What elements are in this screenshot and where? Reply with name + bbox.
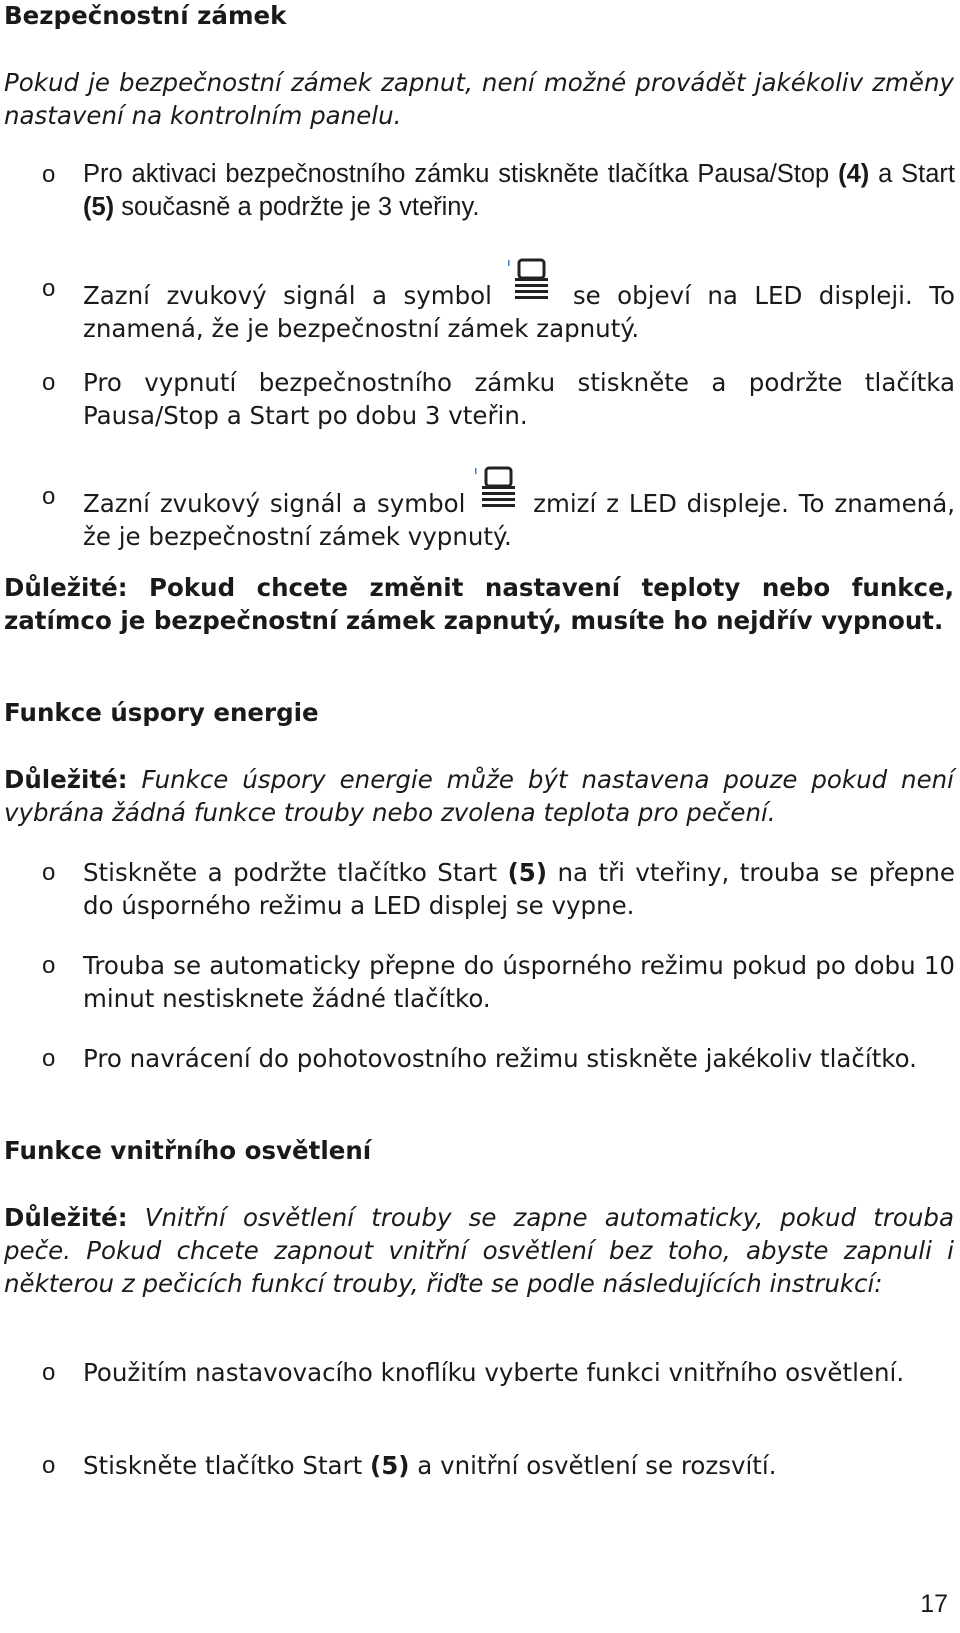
bullet-marker: o <box>42 483 56 510</box>
light-item-select: Použitím nastavovacího knoflíku vyberte funkci vnitřního osvětlení. <box>83 1358 905 1387</box>
lock-icon <box>508 272 556 308</box>
security-important-note: Důležité: Pokud chcete změnit nastavení teploty nebo funkce, zatímco je bezpečnostní zámek zapnutý, musíte ho nejdřív vypnout. <box>4 573 954 635</box>
bullet-marker: o <box>42 161 56 188</box>
security-item-activate: Pro aktivaci bezpečnostního zámku stiskněte tlačítka Pausa/Stop (4) a Start (5) současně a podržte je 3 vteřiny. <box>83 160 955 221</box>
lock-icon <box>475 480 523 516</box>
security-item-deactivate: Pro vypnutí bezpečnostního zámku stiskněte a podržte tlačítka Pausa/Stop a Start po dobu 3 vteřin. <box>83 368 955 430</box>
bullet-marker: o <box>42 859 56 886</box>
security-lock-intro: Pokud je bezpečnostní zámek zapnut, není možné provádět jakékoliv změny nastavení na kontrolním panelu. <box>4 68 954 130</box>
energy-important-note: Důležité: Funkce úspory energie může být nastavena pouze pokud není vybrána žádná funkce trouby nebo zvolena teplota pro pečení. <box>4 765 954 827</box>
energy-item-start: Stiskněte a podržte tlačítko Start (5) na tři vteřiny, trouba se přepne do úsporného režimu a LED displej se vypne. <box>83 858 955 920</box>
security-item-signal-on: Zazní zvukový signál a symbol se objeví na LED displeji. To znamená, že je bezpečnostní zámek zapnutý. <box>83 272 955 345</box>
light-item-start: Stiskněte tlačítko Start (5) a vnitřní osvětlení se rozsvítí. <box>83 1451 777 1480</box>
security-item-signal-off: Zazní zvukový signál a symbol zmizí z LED displeje. To znamená, že je bezpečnostní zámek vypnutý. <box>83 480 955 553</box>
section-title-energy-saving: Funkce úspory energie <box>4 698 319 727</box>
document-page <box>4 0 956 1633</box>
bullet-marker: o <box>42 952 56 979</box>
section-title-security-lock: Bezpečnostní zámek <box>4 1 287 30</box>
light-important-note: Důležité: Vnitřní osvětlení trouby se zapne automaticky, pokud trouba peče. Pokud chcete zapnout vnitřní osvětlení bez toho, abyste zapnuli i některou z pečicích funkcí trouby, řiďte se podle následujících instrukcí: <box>4 1203 954 1298</box>
bullet-marker: o <box>42 1359 56 1386</box>
energy-item-auto: Trouba se automaticky přepne do úsporného režimu pokud po dobu 10 minut nestisknete žádné tlačítko. <box>83 951 955 1013</box>
energy-item-return: Pro navrácení do pohotovostního režimu stiskněte jakékoliv tlačítko. <box>83 1044 917 1073</box>
section-title-interior-light: Funkce vnitřního osvětlení <box>4 1136 372 1165</box>
bullet-marker: o <box>42 1045 56 1072</box>
page-number: 17 <box>920 1590 948 1618</box>
bullet-marker: o <box>42 275 56 302</box>
bullet-marker: o <box>42 1452 56 1479</box>
bullet-marker: o <box>42 369 56 396</box>
